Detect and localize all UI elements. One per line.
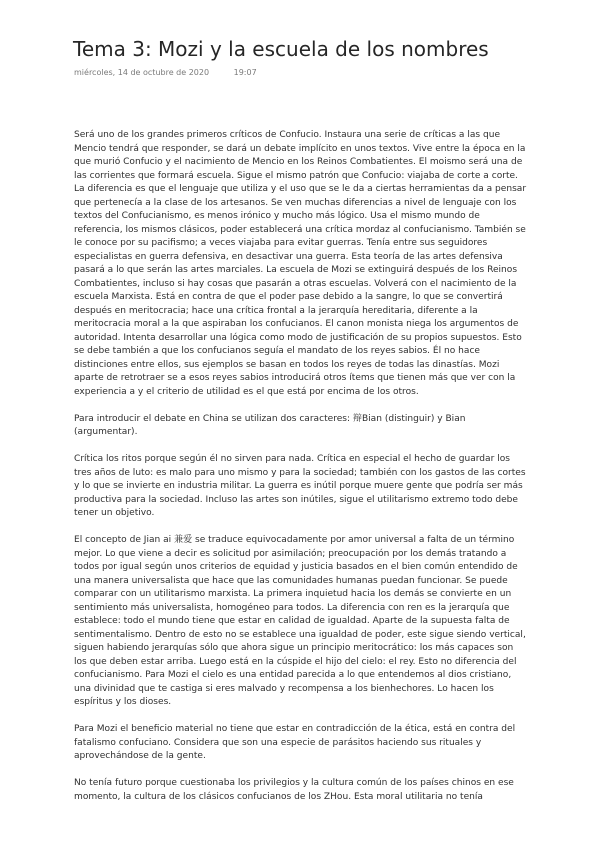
paragraph-material-benefit: Para Mozi el beneficio material no tiene que estar en contradicción de la ética, está en contra del fatalismo confuciano. Considera que son una especie de parásitos haciendo sus rituales y aprovechándose de la gente. [74,724,516,761]
paragraph-mozi-intro: Será uno de los grandes primeros críticos de Confucio. Instaura una serie de críticas a las que Mencio tendrá que responder, se dará un debate implícito en unos textos. Vive entre la época en la que murió Confucio y el nacimiento de Mencio en los Reinos Combatientes. El moismo será una de las corrientes que formará escuela. Sigue el mismo patrón que Confucio: viajaba de corte a corte. La diferencia es que el lenguaje que utiliza y el uso que se le da a ciertas herramientas da a pensar que pertenecía a la clase de los artesanos. Se ven muchas diferencias a nivel de lenguaje con los textos del Confucianismo, es menos irónico y mucho más lógico. Usa el mismo mundo de referencia, los mismos clásicos, poder establecerá una crítica mordaz al confucianismo. También se le conoce por su pacifismo; a veces viajaba para evitar guerras. Tenía entre sus seguidores especialistas en guerra defensiva, en desactivar una guerra. Esta teoría de las artes defensiva pasará a lo que serán las artes marciales. La escuela de Mozi se extinguirá después de los Reinos Combatientes, incluso si hay cosas que pasarán a otras escuelas. Volverá con el nacimiento de la escuela Marxista. Está en contra de que el poder pase debido a la sangre, lo que se convertirá después en meritocracia; hace una crítica frontal a la jerarquía hereditaria, diferente a la meritocracia moral a la que aspiraban los confucianos. El canon monista niega los argumentos de autoridad. Intenta desarrollar una lógica como modo de justificación de su propios supuestos. Esto se debe también a que los confucianos seguía el mandato de los reyes sabios. Él no hace distinciones entre ellos, sus ejemplos se basan en todos los reyes de todas las dinastías. Mozi aparte de retrotraer se a esos reyes sabios introducirá otros ítems que tienen más que ver con la experiencia a y el criterio de utilidad es el que está por encima de los otros. [74,130,527,397]
paragraph-bian-characters: Para introducir el debate en China se utilizan dos caracteres: 辩Bian (distinguir) y Bian (argumentar). [74,413,466,437]
page-title: Tema 3: Mozi y la escuela de los nombres [73,37,489,61]
page-metadata [74,68,257,77]
page-date: miércoles, 14 de octubre de 2020 [74,68,210,77]
page-body [74,129,528,818]
paragraph-no-future: No tenía futuro porque cuestionaba los privilegios y la cultura común de los países chinos en ese momento, la cultura de los clásicos confucianos de los ZHou. Esta moral utilitaria no tenía [74,778,514,802]
page-time: 19:07 [233,68,257,77]
paragraph-rites-critique: Crítica los ritos porque según él no sirven para nada. Crítica en especial el hecho de guardar los tres años de luto: es malo para uno mismo y para la sociedad; también con los gastos de las cortes y lo que se invierte en industria militar. La guerra es inútil porque muere gente que podría ser más productiva para la sociedad. Incluso las artes son inútiles, sigue el utilitarismo extremo todo debe tener un objetivo. [74,454,526,518]
paragraph-jian-ai: El concepto de Jian ai 兼爱 se traduce equivocadamente por amor universal a falta de un término mejor. Lo que viene a decir es solicitud por asimilación; preocupación por los demás tratando a todos por igual según unos criterios de equidad y justicia basados en el bien común entendido de una manera universalista que hace que las comunidades humanas puedan funcionar. Se puede comparar con un utilitarismo marxista. La primera inquietud hacia los demás se convierte en un sentimiento más universalista, homogéneo para todos. La diferencia con ren es la jerarquía que establece: todo el mundo tiene que estar en calidad de igualdad. Aparte de la supuesta falta de sentimentalismo. Dentro de esto no se establece una igualdad de poder, este sigue siendo vertical, siguen habiendo jerarquías sólo que ahora sigue un principio meritocrático: los más capaces son los que deben estar arriba. Luego está en la cúspide el hijo del cielo: el rey. Esto no diferencia del confucianismo. Para Mozi el cielo es una entidad parecida a lo que entendemos al dios cristiano, una divinidad que te castiga si eres malvado y recompensa a los bienhechores. Lo hacen los espíritus y los dioses. [74,535,526,707]
